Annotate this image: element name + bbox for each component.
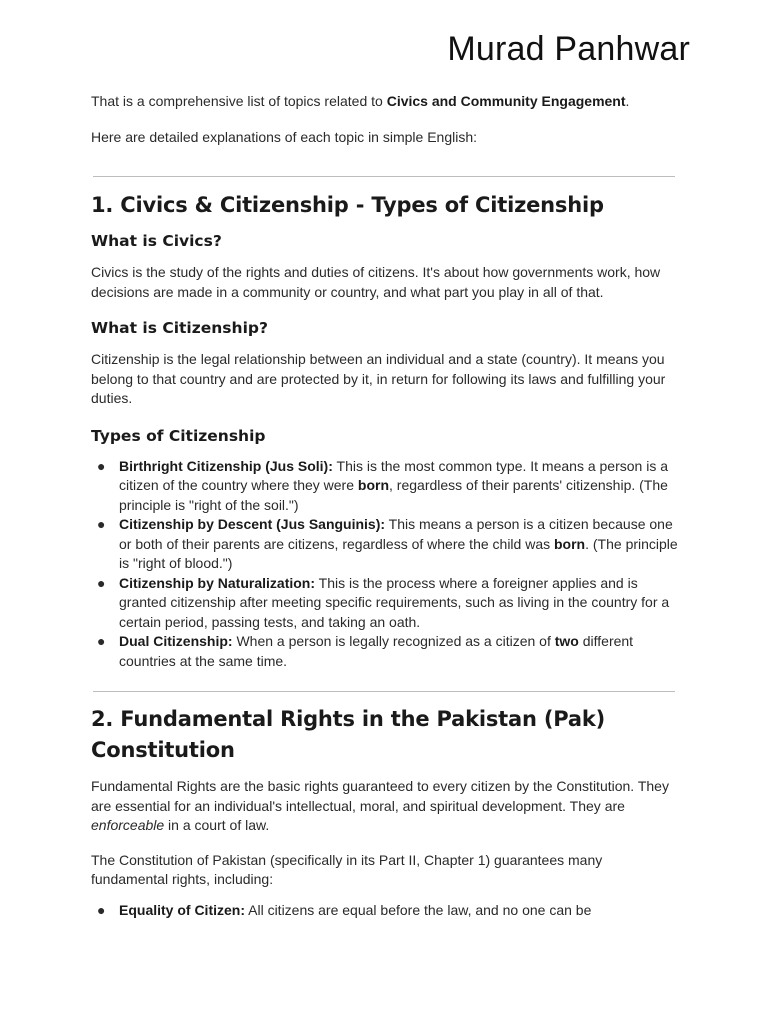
- document-body: [91, 92, 683, 920]
- constitution-paragraph: The Constitution of Pakistan (specifically in its Part II, Chapter 1) guarantees many fundamental rights, including:: [91, 851, 603, 887]
- civics-heading: What is Civics?: [91, 232, 222, 250]
- paragraph-text: Fundamental Rights are the basic rights guaranteed to every citizen by the Constitution. They are essential for an individual's intellectual, moral, and spiritual development. They are: [91, 778, 669, 814]
- list-item-text: This means a person is a citizen because one or both of their parents are citizens, regardless of where the child was: [119, 516, 673, 552]
- list-item: [91, 632, 683, 671]
- section1-title: 1. Civics & Citizenship - Types of Citizenship: [91, 193, 604, 217]
- list-item-label: Birthright Citizenship (Jus Soli):: [119, 457, 333, 474]
- bullet-icon: ●: [97, 633, 106, 649]
- list-item: [91, 901, 683, 921]
- bullet-icon: ●: [97, 574, 106, 591]
- list-item-emphasis: two: [554, 633, 579, 649]
- citizenship-types-list: [91, 457, 683, 672]
- list-item-label: Equality of Citizen:: [119, 901, 245, 918]
- list-item-text: different countries at the same time.: [119, 633, 634, 669]
- fundamental-rights-list: [91, 901, 683, 921]
- fundamental-rights-paragraph: [91, 777, 683, 836]
- list-item: [91, 457, 683, 516]
- section-divider: [93, 691, 675, 692]
- author-name: Murad Panhwar: [447, 30, 690, 68]
- paragraph-text: in a court of law.: [164, 817, 270, 833]
- list-item: [91, 574, 683, 633]
- intro-paragraph: [91, 92, 683, 112]
- civics-paragraph: Civics is the study of the rights and duties of citizens. It's about how governments work, how decisions are made in a community or country, and what part you play in all of that.: [91, 264, 661, 300]
- list-item: [91, 515, 683, 574]
- bullet-icon: ●: [97, 901, 106, 918]
- list-item-label: Citizenship by Naturalization:: [119, 574, 316, 591]
- list-item-text: . (The principle is "right of blood."): [119, 535, 678, 571]
- section-divider: [93, 176, 675, 177]
- list-item-label: Citizenship by Descent (Jus Sanguinis):: [119, 516, 386, 532]
- list-item-emphasis: born: [554, 535, 586, 552]
- list-item-text: , regardless of their parents' citizenship. (The principle is "right of the soil."): [119, 477, 668, 513]
- list-item-text: This is the most common type. It means a person is a citizen of the country where they were: [119, 457, 668, 493]
- intro-subline: Here are detailed explanations of each topic in simple English:: [91, 128, 478, 145]
- list-item-emphasis: born: [357, 477, 390, 493]
- section2-title: 2. Fundamental Rights in the Pakistan (Pak) Constitution: [91, 707, 605, 762]
- list-item-label: Dual Citizenship:: [119, 633, 233, 649]
- list-item-text: This is the process where a foreigner applies and is granted citizenship after meeting specific requirements, such as living in the country for a certain period, passing tests, and taking an oath.: [119, 574, 670, 630]
- intro-text: That is a comprehensive list of topics related to: [91, 93, 387, 109]
- citizenship-heading: What is Citizenship?: [91, 319, 268, 337]
- types-heading: Types of Citizenship: [91, 426, 266, 445]
- bullet-icon: ●: [97, 516, 106, 532]
- bullet-icon: ●: [97, 457, 106, 474]
- list-item-text: When a person is legally recognized as a citizen of: [232, 633, 555, 649]
- intro-period: .: [625, 93, 630, 109]
- list-item-text: All citizens are equal before the law, and no one can be: [245, 901, 592, 918]
- paragraph-emphasis: enforceable: [91, 817, 165, 833]
- intro-topic-bold: Civics and Community Engagement: [386, 93, 626, 109]
- citizenship-paragraph: Citizenship is the legal relationship between an individual and a state (country). It means you belong to that country and are protected by it, in return for following its laws and fulfilling your duties.: [91, 351, 666, 406]
